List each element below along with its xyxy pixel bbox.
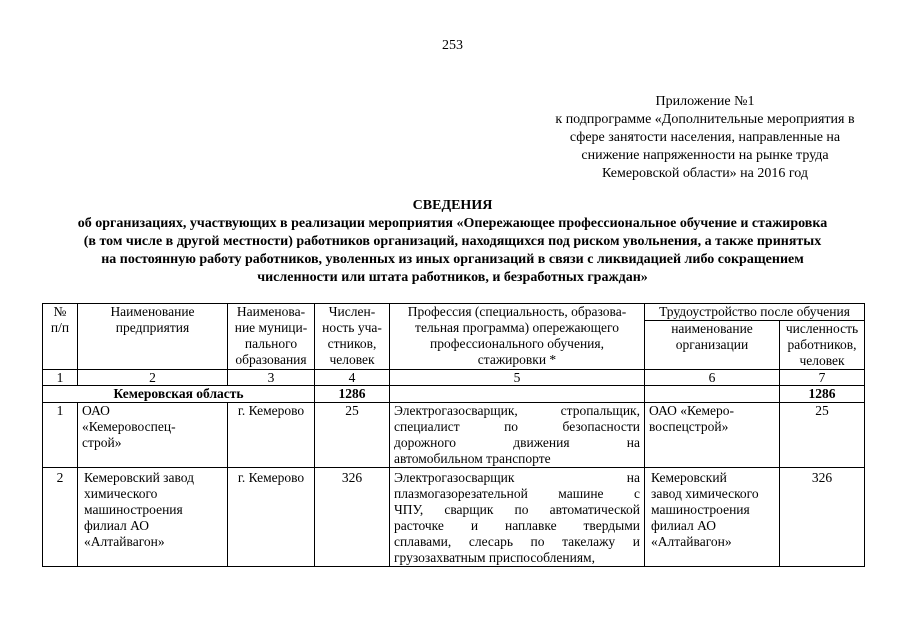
region-name: Кемеровская область [43, 386, 315, 403]
cell-line: Электрогазосварщик, стропальщик, [394, 403, 640, 418]
column-number: 1 [43, 370, 78, 386]
header-text: Наименование [110, 304, 195, 319]
page-number: 253 [442, 38, 463, 53]
cell-line: машиностроения [651, 502, 750, 517]
cell-line: «Алтайвагон» [651, 534, 732, 549]
row-count: 25 [315, 403, 390, 468]
title-line: (в том числе в другой местности) работников организаций, находящихся под риском увольнения, а также принятых [83, 234, 822, 249]
region-employed: 1286 [780, 386, 865, 403]
row-enterprise [78, 468, 228, 567]
cell-line: автомобильном транспорте [394, 451, 551, 466]
cell-line: машиностроения [84, 502, 183, 517]
header-text: человек [799, 353, 845, 368]
organizations-table [42, 303, 865, 567]
cell-line: химического [84, 486, 158, 501]
table-row [43, 403, 865, 468]
header-employed-count [780, 321, 865, 370]
cell-line: ОАО «Кемеро- [649, 403, 735, 418]
header-enterprise [78, 304, 228, 370]
header-text: Профессия (специальность, образова- [407, 304, 627, 319]
header-text: численность [785, 321, 859, 336]
table-header-row [43, 304, 865, 321]
column-numbers-row [43, 370, 865, 386]
column-number: 2 [78, 370, 228, 386]
row-num: 1 [43, 403, 78, 468]
cell-line: завод химического [651, 486, 759, 501]
row-num: 2 [43, 468, 78, 567]
header-text: наименование [671, 321, 753, 336]
cell-line: специалист по безопасности [394, 419, 640, 434]
header-text: № [53, 304, 67, 319]
appendix-line: Кемеровской области» на 2016 год [601, 166, 809, 181]
header-text: организации [675, 337, 749, 352]
column-number: 4 [315, 370, 390, 386]
region-total-row [43, 386, 865, 403]
cell-line: плазмогазорезательной машине с [394, 486, 640, 501]
cell-line: Кемеровский завод [84, 470, 195, 485]
cell-line: дорожного движения на [394, 435, 640, 450]
row-profession [390, 468, 645, 567]
cell-line: ЧПУ, сварщик по автоматической [394, 502, 640, 517]
appendix-line: к подпрограмме «Дополнительные мероприятия в [555, 112, 855, 127]
title-line: об организациях, участвующих в реализации мероприятия «Опережающее профессиональное обучение и стажировка [77, 216, 828, 231]
header-text: пального [244, 336, 298, 351]
row-employed: 25 [780, 403, 865, 468]
header-text: работников, [787, 337, 857, 352]
cell-line: ОАО [82, 403, 110, 418]
header-text: человек [329, 352, 375, 367]
column-number: 7 [780, 370, 865, 386]
title-heading: СВЕДЕНИЯ [412, 198, 493, 213]
header-text: образования [235, 352, 307, 367]
header-municipality [228, 304, 315, 370]
column-number: 5 [390, 370, 645, 386]
row-employed: 326 [780, 468, 865, 567]
row-municipality: г. Кемерово [228, 468, 315, 567]
title-line: на постоянную работу работников, уволенных из иных организаций в связи с ликвидацией либо сокращением [101, 252, 804, 267]
cell-line: филиал АО [84, 518, 149, 533]
cell-line: Электрогазосварщик на [394, 470, 640, 485]
header-text: Наименова- [236, 304, 306, 319]
header-count [315, 304, 390, 370]
appendix-line: Приложение №1 [655, 94, 755, 109]
row-municipality: г. Кемерово [228, 403, 315, 468]
cell-line: Кемеровский [651, 470, 727, 485]
header-num [43, 304, 78, 370]
table-row [43, 468, 865, 567]
row-org [645, 403, 780, 468]
row-org [645, 468, 780, 567]
header-text: предприятия [115, 320, 190, 335]
cell-line: воспецстрой» [649, 419, 729, 434]
column-number: 6 [645, 370, 780, 386]
header-text: тельная программа) опережающего [415, 320, 619, 335]
row-count: 326 [315, 468, 390, 567]
cell-line: филиал АО [651, 518, 716, 533]
appendix-note [520, 93, 890, 183]
region-org-empty [645, 386, 780, 403]
cell-line: «Кемеровоспец- [82, 419, 176, 434]
header-employment: Трудоустройство после обучения [645, 304, 865, 321]
title-line: численности или штата работников, и безработных граждан» [257, 270, 648, 285]
header-text: стников, [327, 336, 377, 351]
row-enterprise [78, 403, 228, 468]
region-count: 1286 [315, 386, 390, 403]
header-profession [390, 304, 645, 370]
cell-line: грузозахватным приспособлениям, [394, 550, 595, 565]
cell-line: сплавами, слесарь по такелажу и [394, 534, 640, 549]
header-text: п/п [50, 320, 70, 335]
cell-line: строй» [82, 435, 122, 450]
cell-line: расточке и наплавке твердыми [394, 518, 640, 533]
appendix-line: снижение напряженности на рынке труда [581, 148, 829, 163]
header-org-name [645, 321, 780, 370]
row-profession [390, 403, 645, 468]
header-text: профессионального обучения, [430, 336, 604, 351]
header-text: ние муници- [234, 320, 308, 335]
column-number: 3 [228, 370, 315, 386]
header-text: ность уча- [322, 320, 382, 335]
header-text: стажировки * [477, 352, 557, 367]
appendix-line: сфере занятости населения, направленные на [569, 130, 841, 145]
document-title [20, 197, 885, 287]
region-profession-empty [390, 386, 645, 403]
header-text: Числен- [328, 304, 376, 319]
cell-line: «Алтайвагон» [84, 534, 165, 549]
